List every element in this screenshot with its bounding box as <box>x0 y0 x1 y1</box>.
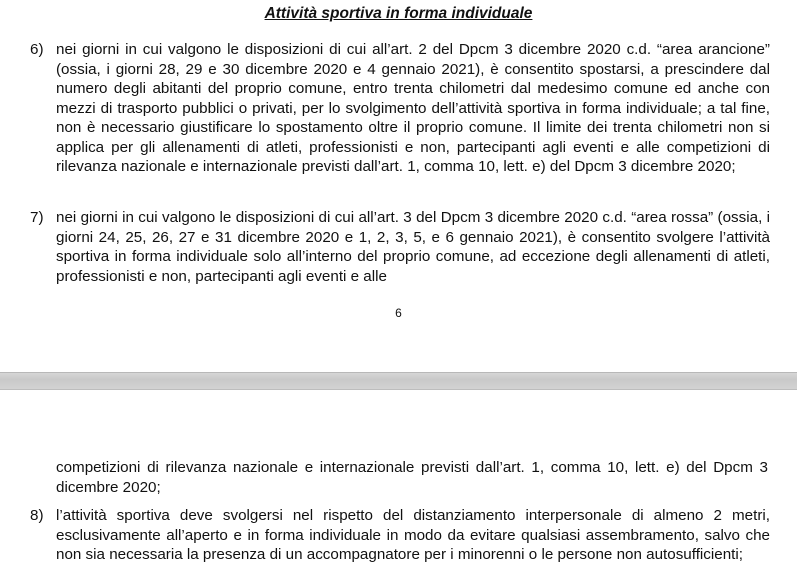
item-text: l’attività sportiva deve svolgersi nel rispetto del distanziamento interpersonale di almeno 2 metri, esclusivamente all’aperto e in forma individuale in modo da evitare qualsiasi assembramento, salvo che non sia necessaria la presenza di un accompagnatore per i minorenni o le persone non autosufficienti; <box>56 507 770 563</box>
item-text: nei giorni in cui valgono le disposizioni di cui all’art. 3 del Dpcm 3 dicembre 2020 c.d. “area rossa” (ossia, i giorni 24, 25, 26, 27 e 31 dicembre 2020 e 1, 2, 3, 5, e 6 gennaio 2021), è consentito svolgere l’attività sportiva in forma individuale solo all’interno del proprio comune, ad eccezione degli allenamenti di atleti, professionisti e non, partecipanti agli eventi e alle <box>56 209 770 285</box>
list-item-7 <box>30 208 770 286</box>
item-number: 8) <box>30 507 44 524</box>
list-item-8 <box>30 506 770 565</box>
continuation-text: competizioni di rilevanza nazionale e internazionale previsti dall’art. 1, comma 10, lett. e) del Dpcm 3 dicembre 2020; <box>56 459 768 496</box>
page-number: 6 <box>395 306 402 320</box>
page-separator <box>0 372 797 390</box>
list-item-6 <box>30 40 770 177</box>
item-number: 7) <box>30 209 44 226</box>
item-number: 6) <box>30 41 44 58</box>
item-text: nei giorni in cui valgono le disposizioni di cui all’art. 2 del Dpcm 3 dicembre 2020 c.d. “area arancione” (ossia, i giorni 28, 29 e 30 dicembre 2020 e 4 gennaio 2021), è consentito spostarsi, a prescindere dal numero degli abitanti del proprio comune, entro trenta chilometri dal medesimo comune ed anche con mezzi di trasporto pubblici o privati, per lo svolgimento dell’attività sportiva in forma individuale; a tal fine, non è necessario giustificare lo spostamento oltre il proprio comune. Il limite dei trenta chilometri non si applica per gli allenamenti di atleti, professionisti e non, partecipanti agli eventi e alle competizioni di rilevanza nazionale e internazionale previsti dall’art. 1, comma 10, lett. e) del Dpcm 3 dicembre 2020; <box>56 41 770 175</box>
section-title: Attività sportiva in forma individuale <box>264 5 533 22</box>
